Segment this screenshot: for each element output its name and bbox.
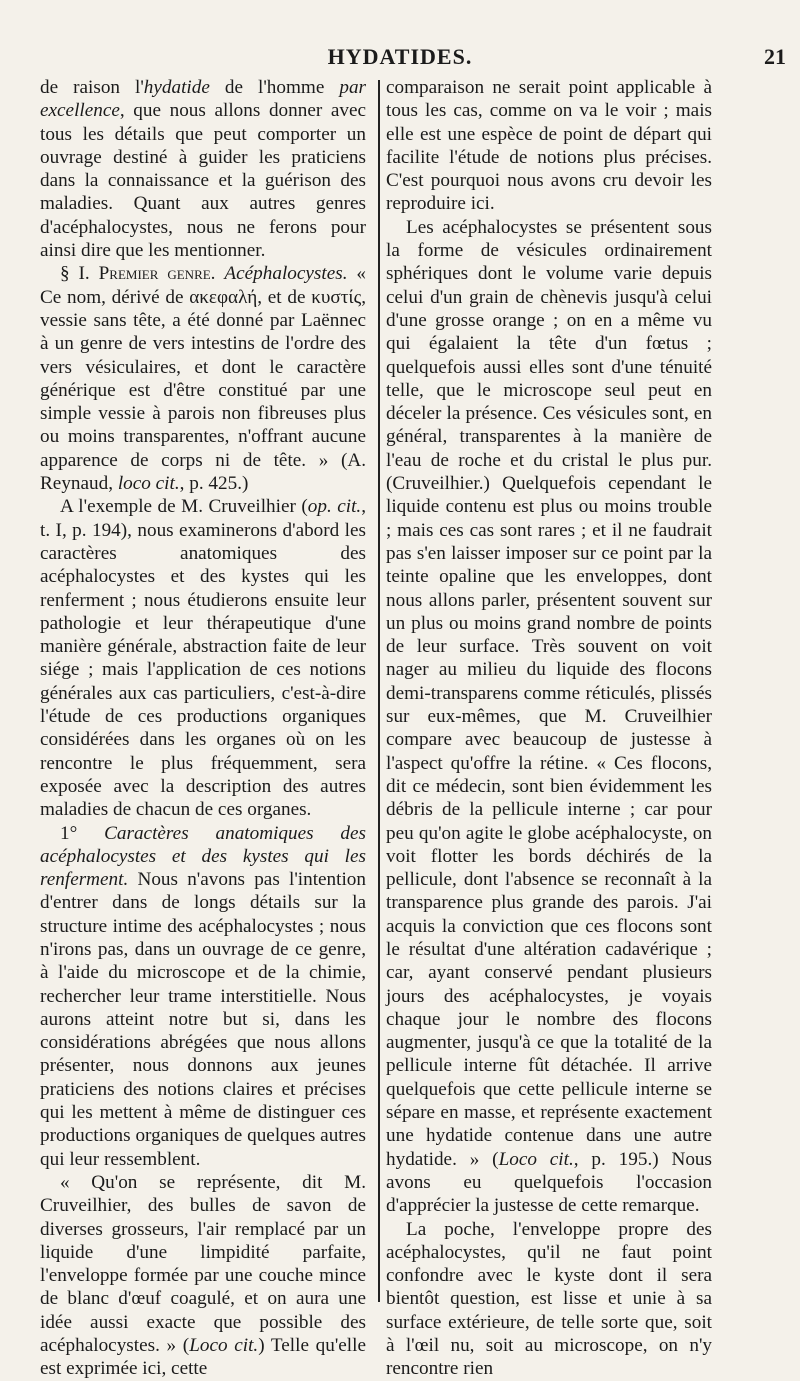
paragraph: comparaison ne serait point applicable à tous les cas, comme on va le voir ; mais elle est une espèce de point de départ qui facilite l'étude de notions plus précises. C'est pourquoi nous avons cru devoir les reproduire ici.: [386, 77, 712, 215]
paragraph-premier-genre: § I. Premier genre. Acéphalocystes. « Ce nom, dérivé de ακεφαλή, et de κυστίς, vessie sans tête, a été donné par Laënnec à un genre de vers intestins de l'ordre des vers vésiculaires, et dont le caractère générique est d'être constitué par une simple vessie à parois non fibreuses plus ou moins transparentes, n'offrant aucune apparence de corps ni de tête. » (A. Reynaud, loco cit., p. 425.): [40, 263, 367, 495]
right-column: [386, 76, 712, 1381]
column-divider: [378, 80, 380, 1302]
page-header: [0, 44, 800, 74]
running-title: HYDATIDES.: [327, 44, 473, 69]
page-number: 21: [764, 44, 786, 69]
paragraph-caracteres-anatomiques: 1° Caractères anatomiques des acéphalocystes et des kystes qui les renferment. Nous n'avons pas l'intention d'entrer dans de longs détails sur la structure intime des acéphalocystes ; nous n'irons pas, dans un ouvrage de ce genre, à l'aide du microscope et de la chimie, rechercher leur trame interstitielle. Nous aurons atteint notre but si, dans les considérations abrégées que nous allons présenter, nous donnons aux jeunes praticiens des notions claires et précises qui les mettent à même de distinguer ces productions organiques de quelques autres qui leur ressemblent.: [40, 822, 366, 1170]
paragraph: La poche, l'enveloppe propre des acéphalocystes, qu'il ne faut point confondre avec le kyste dont il sera bientôt question, est lisse et unie à sa surface extérieure, de telle sorte que, soit à l'œil nu, soit au microscope, on n'y rencontre rien: [386, 1218, 712, 1380]
paragraph: A l'exemple de M. Cruveilhier (op. cit., t. I, p. 194), nous examinerons d'abord les caractères anatomiques des acéphalocystes et des kystes qui les renferment ; nous étudierons ensuite leur pathologie et leur thérapeutique d'une manière générale, abstraction faite de leur siége ; mais l'application de ces notions générales aux cas particuliers, c'est-à-dire l'étude de ces productions organiques considérées dans les organes où on les rencontre le plus fréquemment, sera exposée avec la description des autres maladies de chacun de ces organes.: [40, 496, 366, 821]
paragraph-quotation: « Qu'on se représente, dit M. Cruveilhier, des bulles de savon de diverses grosseurs, l'air remplacé par un liquide d'une limpidité parfaite, l'enveloppe formée par une couche mince de blanc d'œuf coagulé, et on aura une idée aussi exacte que possible des acéphalocystes. » (Loco cit.) Telle qu'elle est exprimée ici, cette: [40, 1171, 366, 1380]
paragraph: de raison l'hydatide de l'homme par excellence, que nous allons donner avec tous les détails que peut comporter un ouvrage destiné à guider les praticiens dans la connaissance et la guérison des maladies. Quant aux autres genres d'acéphalocystes, nous ne ferons pour ainsi dire que les mentionner.: [40, 77, 366, 262]
paragraph: Les acéphalocystes se présentent sous la forme de vésicules ordinairement sphériques dont le volume varie depuis celui d'un grain de chènevis jusqu'à celui d'une grosse orange ; on en a même vu qui égalaient la tête d'un fœtus ; quelquefois aussi elles sont d'une ténuité telle, que le microscope seul peut en déceler la présence. Ces vésicules sont, en général, transparentes à la manière de l'eau de roche et du cristal le plus pur. (Cruveilhier.) Quelquefois cependant le liquide contenu est plus ou moins trouble ; mais ces cas sont rares ; et il ne faudrait pas s'en laisser imposer sur ce point par la teinte opaline que les enveloppes, dont nous allons parler, présentent souvent sur un plus ou moins grand nombre de points de leur surface. Très souvent on voit nager au milieu du liquide des flocons demi-transparens comme réticulés, plissés sur eux-mêmes, que M. Cruveilhier compare avec beaucoup de justesse à l'aspect qu'offre la rétine. « Ces flocons, dit ce médecin, sont bien évidemment les débris de la pellicule interne ; car pour peu qu'on agite le globe acéphalocyste, on voit flotter les bords déchirés de la pellicule, dont l'absence se reconnaît à la transparence plus grande des parois. J'ai acquis la conviction que ces flocons sont le résultat d'une altération cadavérique ; car, ayant conservé pendant plusieurs jours des acéphalocystes, je voyais chaque jour le nombre des flocons augmenter, jusqu'à ce que la totalité de la pellicule interne fût détachée. Il arrive quelquefois que cette pellicule interne se sépare en masse, et représente exactement une hydatide contenue dans une autre hydatide. » (Loco cit., p. 195.) Nous avons eu quelquefois l'occasion d'apprécier la justesse de cette remarque.: [386, 216, 712, 1217]
left-column: [40, 76, 366, 1381]
